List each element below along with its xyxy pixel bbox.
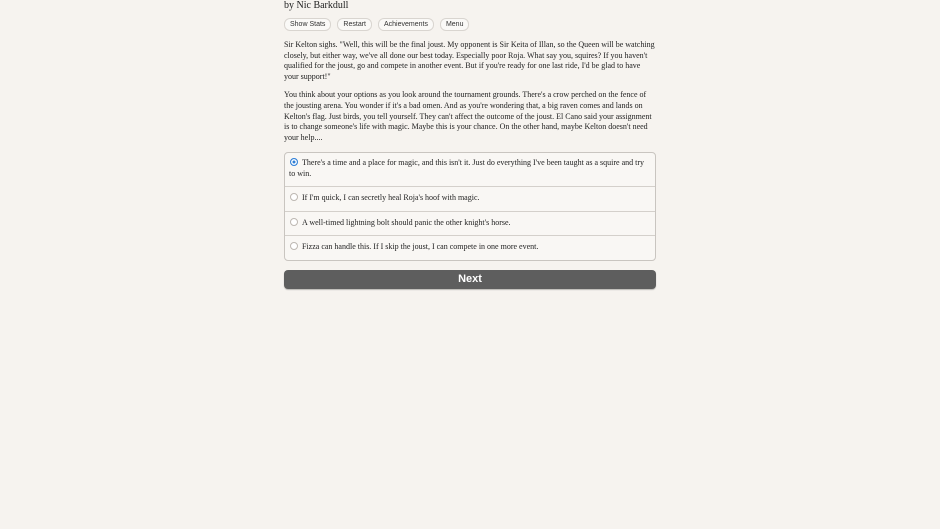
menu-button[interactable]: Menu bbox=[440, 18, 470, 31]
story-paragraph-1: Sir Kelton sighs. "Well, this will be the final joust. My opponent is Sir Keita of Illan, so the Queen will be watching closely, but either way, we've all done our best today. Especially poor Roja. What say you, squires? If you haven't qualified for the joust, go and compete in another event. But if you're ready for one last ride, I'd be glad to have your support!" bbox=[284, 40, 655, 81]
choice-label-2: If I'm quick, I can secretly heal Roja's hoof with magic. bbox=[302, 193, 480, 203]
author-line: by Nic Barkdull bbox=[284, 0, 349, 11]
toolbar bbox=[284, 18, 656, 31]
radio-icon[interactable] bbox=[290, 218, 298, 226]
achievements-button[interactable]: Achievements bbox=[378, 18, 434, 31]
choice-option-2[interactable] bbox=[285, 186, 655, 211]
choice-option-1[interactable] bbox=[285, 153, 655, 186]
show-stats-button[interactable]: Show Stats bbox=[284, 18, 331, 31]
choice-option-4[interactable] bbox=[285, 235, 655, 260]
radio-icon[interactable] bbox=[290, 193, 298, 201]
choice-option-3[interactable] bbox=[285, 211, 655, 236]
choice-label-1: There's a time and a place for magic, and this isn't it. Just do everything I've been taught as a squire and try to win. bbox=[289, 158, 644, 178]
restart-button[interactable]: Restart bbox=[337, 18, 372, 31]
choice-label-4: Fizza can handle this. If I skip the joust, I can compete in one more event. bbox=[302, 242, 539, 252]
radio-icon[interactable] bbox=[290, 242, 298, 250]
choice-list bbox=[284, 152, 656, 261]
story-paragraph-2: You think about your options as you look around the tournament grounds. There's a crow perched on the fence of the jousting arena. You wonder if it's a bad omen. And as you're wondering that, a big raven comes and lands on Kelton's flag. Just birds, you tell yourself. They can't affect the outcome of the joust. El Cano said your assignment is to change someone's life with magic. Maybe this is your chance. On the other hand, maybe Kelton doesn't need your help.... bbox=[284, 90, 652, 142]
choice-label-3: A well-timed lightning bolt should panic the other knight's horse. bbox=[302, 217, 511, 227]
game-column bbox=[284, 0, 656, 289]
next-button[interactable]: Next bbox=[284, 270, 656, 289]
radio-selected-icon[interactable] bbox=[290, 158, 298, 166]
